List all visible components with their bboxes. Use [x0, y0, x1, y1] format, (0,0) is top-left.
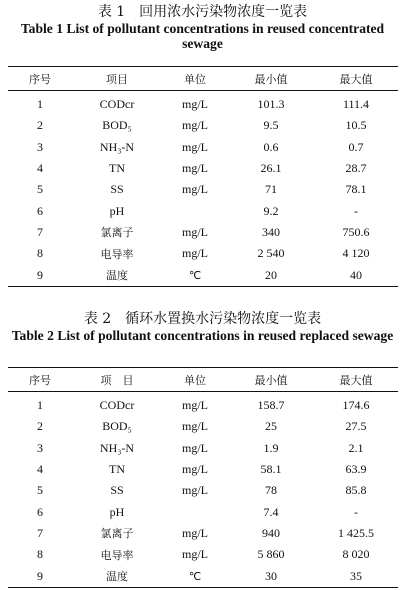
cell-max: 0.7 [348, 139, 364, 154]
cell-min: 101.3 [257, 97, 285, 112]
table-row [8, 544, 398, 565]
table1 [8, 66, 398, 287]
cell-index: 6 [37, 504, 43, 519]
table-row [8, 392, 398, 417]
cell-min: 20 [265, 267, 277, 282]
cell-unit: mg/L [182, 525, 208, 540]
table2-caption-en: Table 2 List of pollutant concentrations in reused replaced sewage [11, 328, 394, 343]
cell-unit: mg/L [182, 118, 208, 133]
table2-body [8, 392, 398, 588]
cell-item: 氯离子 [100, 527, 134, 541]
cell-item: SS [110, 182, 124, 197]
cell-unit [162, 200, 228, 221]
cell-max: 750.6 [342, 224, 370, 239]
cell-item: 温度 [106, 269, 128, 283]
cell-max: 10.5 [345, 118, 367, 133]
cell-min: 78 [265, 483, 277, 498]
table-row [8, 222, 398, 243]
table-row [8, 523, 398, 544]
cell-max: 174.6 [342, 398, 370, 413]
table-row [8, 91, 398, 116]
cell-index: 8 [37, 246, 43, 261]
cell-index: 1 [37, 398, 43, 413]
cell-max: 35 [350, 568, 362, 583]
cell-min: 1.9 [263, 440, 279, 455]
cell-min: 7.4 [263, 504, 279, 519]
cell-max: 40 [350, 267, 362, 282]
table-row [8, 438, 398, 459]
table-row [8, 416, 398, 437]
cell-index: 9 [37, 568, 43, 583]
cell-min: 26.1 [260, 161, 282, 176]
cell-max: - [354, 504, 358, 519]
table-row [8, 137, 398, 158]
cell-max: 8 020 [342, 547, 370, 562]
cell-unit: mg/L [182, 139, 208, 154]
table1-header-min: 最小值 [254, 72, 288, 86]
cell-max: 111.4 [342, 97, 370, 112]
cell-min: 9.2 [263, 203, 279, 218]
cell-item: CODcr [99, 398, 135, 413]
cell-index: 4 [37, 462, 43, 477]
cell-index: 5 [37, 483, 43, 498]
table2-header-item: 项 目 [100, 373, 134, 387]
cell-index: 6 [37, 203, 43, 218]
cell-unit: ℃ [188, 569, 202, 583]
cell-index: 1 [37, 97, 43, 112]
cell-min: 2 540 [257, 246, 285, 261]
table-row [8, 243, 398, 264]
cell-item: pH [109, 203, 125, 218]
cell-min: 9.5 [263, 118, 279, 133]
cell-unit: mg/L [182, 547, 208, 562]
table2-header-unit: 单位 [184, 373, 206, 387]
cell-min: 340 [262, 224, 280, 239]
table2-header-row [8, 368, 398, 392]
cell-max: 63.9 [345, 462, 367, 477]
cell-index: 2 [37, 419, 43, 434]
cell-min: 71 [265, 182, 277, 197]
table1-header-unit: 单位 [184, 72, 206, 86]
cell-unit: mg/L [182, 483, 208, 498]
table1-header-max: 最大值 [339, 72, 373, 86]
table1-body [8, 91, 398, 287]
cell-item: TN [109, 462, 125, 477]
table1-caption [0, 4, 405, 51]
table2-caption-cn: 表 2 循环水置换水污染物浓度一览表 [83, 311, 322, 327]
table-row [8, 501, 398, 522]
cell-unit: ℃ [188, 268, 202, 282]
cell-index: 3 [37, 440, 43, 455]
cell-item: 电导率 [100, 247, 134, 261]
cell-min: 30 [265, 568, 277, 583]
cell-min: 0.6 [263, 139, 279, 154]
table1-caption-cn: 表 1 回用浓水污染物浓度一览表 [97, 4, 308, 20]
cell-unit [162, 501, 228, 522]
cell-unit: mg/L [182, 440, 208, 455]
cell-max: 4 120 [342, 246, 370, 261]
cell-item: SS [110, 483, 124, 498]
table1-header-row [8, 67, 398, 91]
cell-index: 4 [37, 161, 43, 176]
cell-max: 1 425.5 [338, 525, 374, 540]
cell-min: 940 [262, 525, 280, 540]
cell-max: 27.5 [345, 419, 367, 434]
table-row [8, 179, 398, 200]
table-row [8, 264, 398, 286]
cell-unit: mg/L [182, 246, 208, 261]
cell-max: 78.1 [345, 182, 367, 197]
cell-index: 3 [37, 139, 43, 154]
cell-item: BOD₅ [102, 419, 132, 434]
cell-unit: mg/L [182, 462, 208, 477]
cell-item: CODcr [99, 97, 135, 112]
table-row [8, 158, 398, 179]
table2 [8, 367, 398, 588]
table-row [8, 115, 398, 136]
cell-max: 85.8 [345, 483, 367, 498]
table2-header-min: 最小值 [254, 373, 288, 387]
cell-unit: mg/L [182, 161, 208, 176]
table2-header-max: 最大值 [339, 373, 373, 387]
table-row [8, 480, 398, 501]
cell-index: 8 [37, 547, 43, 562]
cell-index: 5 [37, 182, 43, 197]
table1-header-index: 序号 [29, 72, 51, 86]
cell-item: TN [109, 161, 125, 176]
table1-caption-en: Table 1 List of pollutant concentrations in reused concentrated sewage [20, 21, 385, 51]
cell-index: 7 [37, 525, 43, 540]
cell-item: pH [109, 504, 125, 519]
cell-item: 电导率 [100, 548, 134, 562]
cell-min: 58.1 [260, 462, 282, 477]
table2-caption [0, 311, 405, 343]
cell-item: NH₃-N [99, 440, 135, 455]
table-row [8, 459, 398, 480]
table-row [8, 565, 398, 587]
cell-unit: mg/L [182, 182, 208, 197]
cell-min: 158.7 [257, 398, 285, 413]
table1-header-item: 项目 [106, 72, 128, 86]
cell-unit: mg/L [182, 419, 208, 434]
cell-unit: mg/L [182, 97, 208, 112]
table2-header-index: 序号 [29, 373, 51, 387]
cell-item: 温度 [106, 570, 128, 584]
cell-unit: mg/L [182, 224, 208, 239]
cell-index: 2 [37, 118, 43, 133]
cell-min: 25 [265, 419, 277, 434]
cell-item: 氯离子 [100, 226, 134, 240]
cell-index: 9 [37, 267, 43, 282]
cell-item: BOD₅ [102, 118, 132, 133]
cell-max: 2.1 [348, 440, 364, 455]
cell-index: 7 [37, 224, 43, 239]
cell-max: - [354, 203, 358, 218]
cell-max: 28.7 [345, 161, 367, 176]
table-row [8, 200, 398, 221]
cell-item: NH₃-N [99, 139, 135, 154]
cell-min: 5 860 [257, 547, 285, 562]
cell-unit: mg/L [182, 398, 208, 413]
